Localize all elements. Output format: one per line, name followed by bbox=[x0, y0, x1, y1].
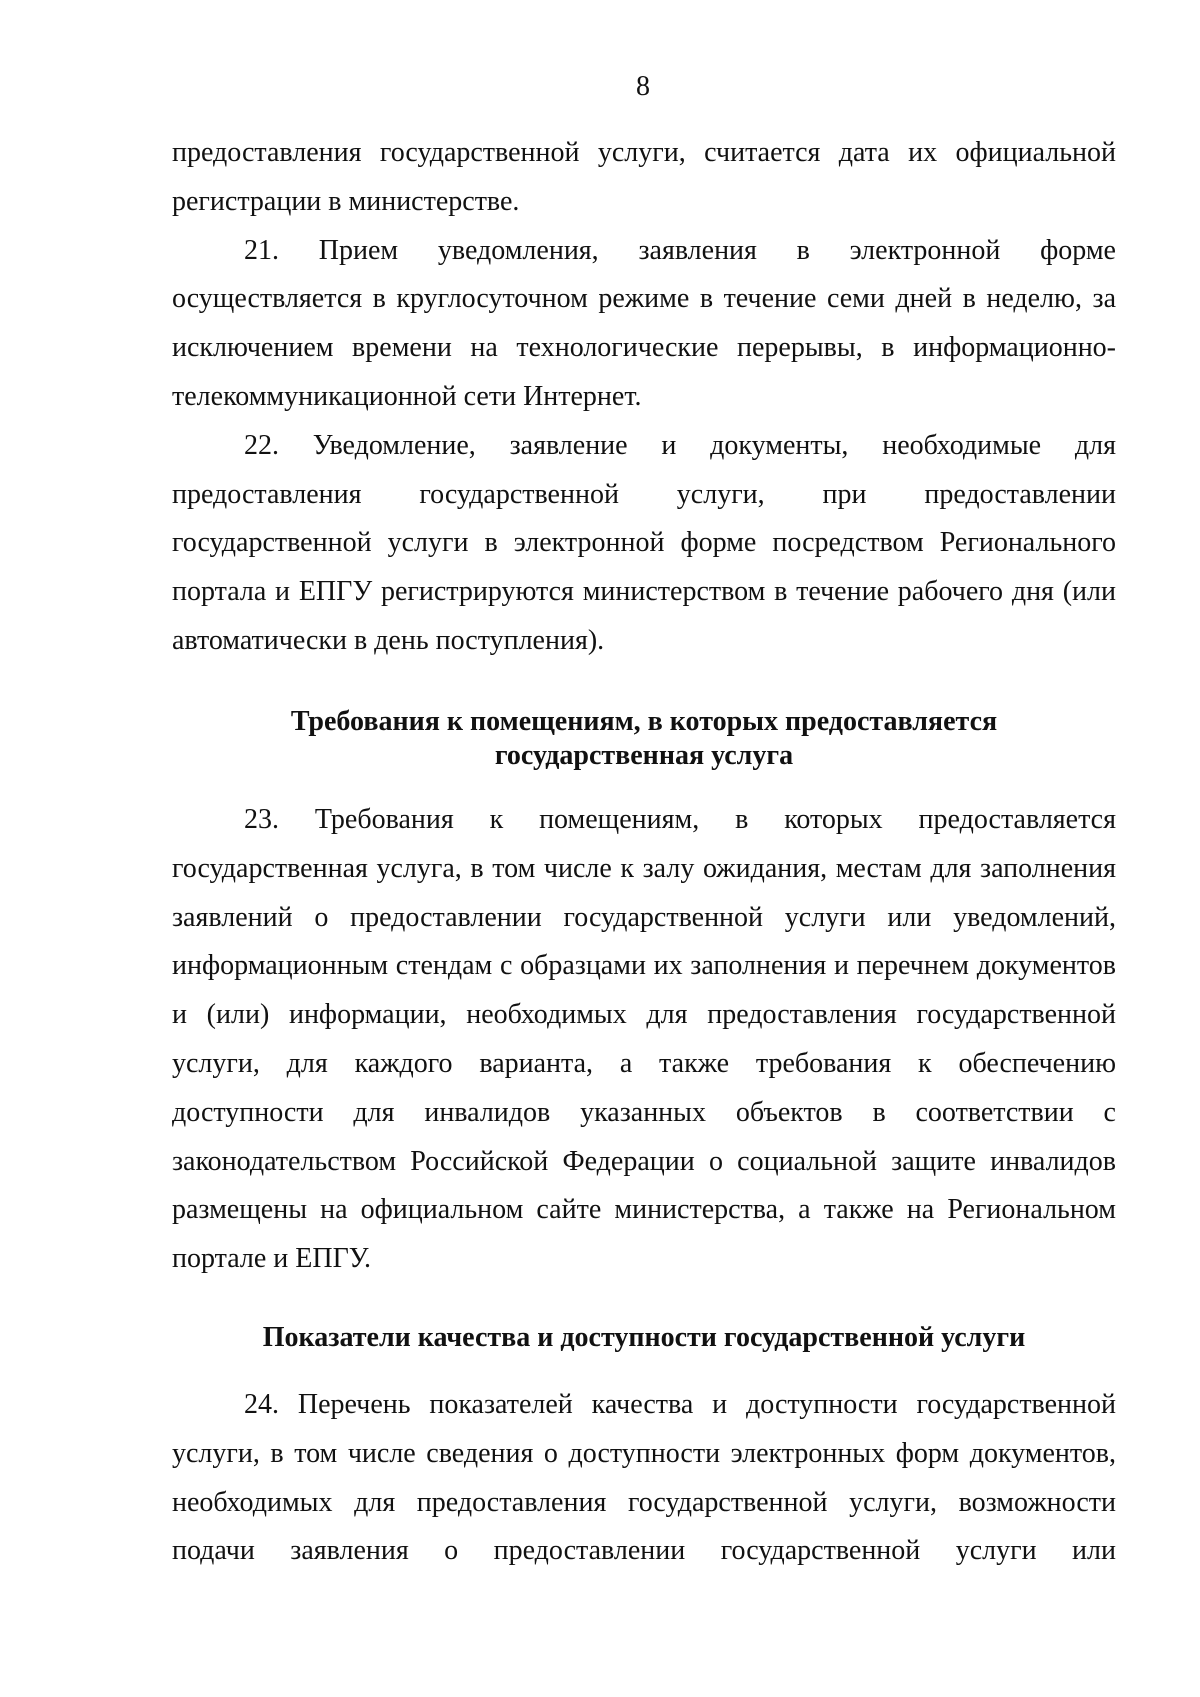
section-heading-premises bbox=[172, 705, 1116, 773]
section-heading-quality: Показатели качества и доступности государственной услуги bbox=[262, 1322, 1026, 1353]
text-block-24 bbox=[172, 1381, 1116, 1576]
paragraph-22: 22. Уведомление, заявление и документы, необходимые для предоставления государственной услуги, при предоставлении государственной услуги в электронной форме посредством Регионального портала и ЕПГУ регистрируются министерством в течение рабочего дня (или автоматически в день поступления). bbox=[172, 429, 1116, 656]
page-number: 8 bbox=[636, 71, 650, 102]
text-block-continuation bbox=[172, 129, 1116, 666]
section-heading-premises-line2: государственная услуга bbox=[494, 740, 794, 771]
paragraph-23: 23. Требования к помещениям, в которых предоставляется государственная услуга, в том числе к залу ожидания, местам для заполнения заявлений о предоставлении государственной услуги или уведомлений, информационным стендам с образцами их заполнения и перечнем документов и (или) информации, необходимых для предоставления государственной услуги, для каждого варианта, а также требования к обеспечению доступности для инвалидов указанных объектов в соответствии с законодательством Российской Федерации о социальной защите инвалидов размещены на официальном сайте министерства, а также на Региональном портале и ЕПГУ. bbox=[172, 804, 1116, 1275]
paragraph-24: 24. Перечень показателей качества и доступности государственной услуги, в том числе сведения о доступности электронных форм документов, необходимых для предоставления государственной услуги, возможности подачи заявления о предоставлении государственной услуги или bbox=[172, 1389, 1116, 1567]
section-heading-premises-line1: Требования к помещениям, в которых предоставляется bbox=[290, 706, 998, 737]
text-block-23 bbox=[172, 796, 1116, 1284]
paragraph-21: 21. Прием уведомления, заявления в электронной форме осуществляется в круглосуточном режиме в течение семи дней в неделю, за исключением времени на технологические перерывы, в информационно-телекоммуникационной сети Интернет. bbox=[172, 234, 1116, 412]
paragraph-continuation: предоставления государственной услуги, считается дата их официальной регистрации в министерстве. bbox=[172, 137, 1116, 217]
